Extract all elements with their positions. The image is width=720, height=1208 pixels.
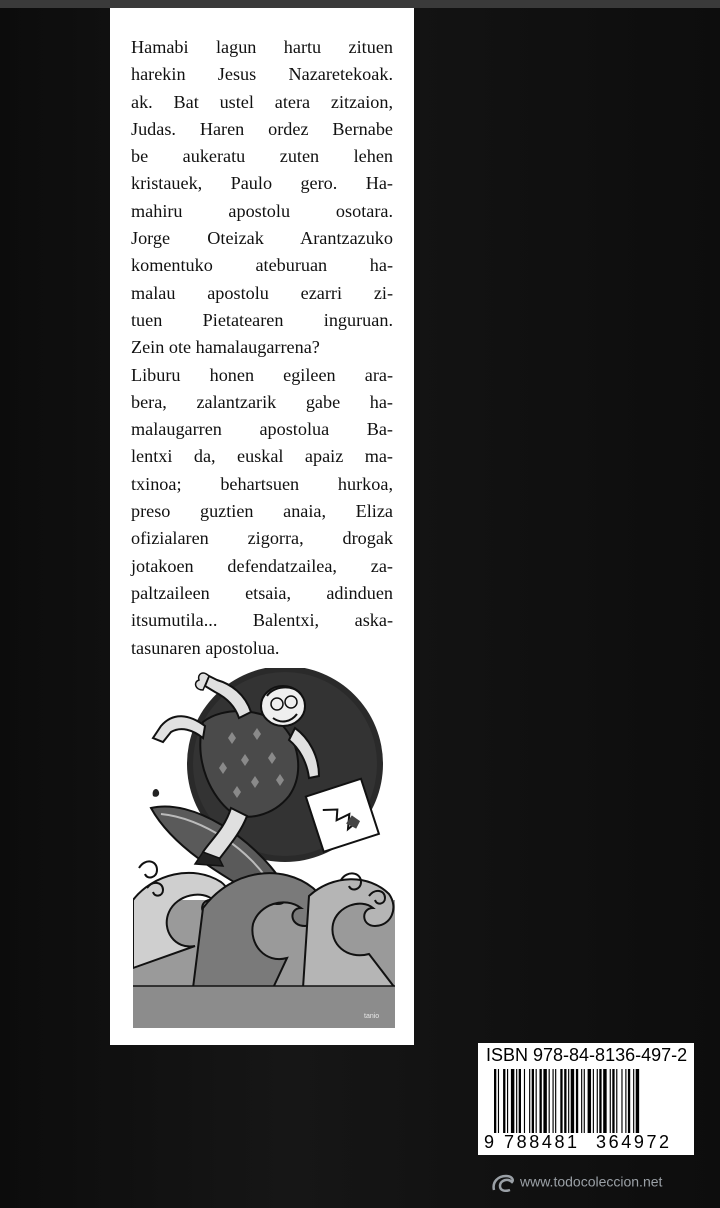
barcode-bar (597, 1069, 598, 1133)
barcode-bar (603, 1069, 606, 1133)
blurb-line: tuen Pietatearen inguruan. (131, 309, 393, 330)
blurb-line: paltzaileen etsaia, adinduen (131, 582, 393, 603)
barcode-bar (498, 1069, 499, 1133)
barcode-bar (593, 1069, 594, 1133)
blurb-line: malaugarren apostolua Ba- (131, 419, 393, 440)
barcode-bar (625, 1069, 626, 1133)
illustrator-signature: tanio (364, 1013, 380, 1020)
blurb-line: be aukeratu zuten lehen (131, 146, 393, 167)
barcode-bar (529, 1069, 530, 1133)
barcode-bar (494, 1069, 496, 1133)
barcode-bar (633, 1069, 634, 1133)
blurb-line: mahiru apostolu osotara. (131, 200, 393, 221)
barcode-bar (564, 1069, 566, 1133)
top-edge (0, 0, 720, 8)
barcode-bar (581, 1069, 582, 1133)
barcode-bar (610, 1069, 611, 1133)
barcode-bar (621, 1069, 622, 1133)
isbn-label: ISBN 978-84-8136-497-2 (486, 1045, 688, 1065)
blurb-line: Zein ote hamalaugarrena? (131, 337, 320, 358)
blurb-line: Jorge Oteizak Arantzazuko (131, 228, 393, 249)
blurb-line: tasunaren apostolua. (131, 637, 280, 658)
barcode-bar (576, 1069, 578, 1133)
barcode-bar (555, 1069, 556, 1133)
barcode (494, 1069, 684, 1133)
blurb-line: lentxi da, euskal apaiz ma- (131, 446, 393, 467)
barcode-bar (616, 1069, 617, 1133)
barcode-bar (524, 1069, 525, 1133)
barcode-bar (568, 1069, 569, 1133)
blurb-line: txinoa; behartsuen hurkoa, (131, 473, 393, 494)
barcode-bar (549, 1069, 550, 1133)
blurb-line: malau apostolu ezarri zi- (131, 282, 393, 303)
barcode-bar (511, 1069, 514, 1133)
barcode-bar (599, 1069, 601, 1133)
barcode-bar (519, 1069, 521, 1133)
todocoleccion-logo-icon (490, 1172, 516, 1194)
barcode-bar (503, 1069, 505, 1133)
blurb-line: Judas. Haren ordez Bernabe (131, 118, 393, 139)
barcode-bar (532, 1069, 534, 1133)
barcode-bar (571, 1069, 574, 1133)
blurb-text (131, 34, 393, 662)
blurb-line: kristauek, Paulo gero. Ha- (131, 173, 393, 194)
barcode-bar (543, 1069, 546, 1133)
blurb-line: preso guztien anaia, Eliza (131, 501, 393, 522)
watermark-text: www.todocoleccion.net (520, 1173, 663, 1190)
barcode-bar (560, 1069, 562, 1133)
blurb-line: komentuko ateburuan ha- (131, 255, 393, 276)
blurb-line: harekin Jesus Nazaretekoak. (131, 64, 393, 85)
barcode-bar (507, 1069, 508, 1133)
blurb-line: Hamabi lagun hartu zituen (131, 37, 393, 57)
surfing-priest-illustration (133, 668, 395, 1028)
blurb-line: jotakoen defendatzailea, za- (131, 555, 393, 576)
barcode-bar (588, 1069, 591, 1133)
barcode-bar (584, 1069, 585, 1133)
blurb-line: bera, zalantzarik gabe ha- (131, 391, 393, 412)
barcode-digit-right: 364972 (596, 1132, 672, 1152)
barcode-bar (612, 1069, 614, 1133)
watermark (490, 1172, 662, 1194)
barcode-bar (540, 1069, 542, 1133)
barcode-digit-left: 788481 (504, 1132, 580, 1152)
barcode-bar (628, 1069, 630, 1133)
blurb-line: ofizialaren zigorra, drogak (131, 528, 393, 549)
blurb-line: Liburu honen egileen ara- (131, 364, 393, 385)
blurb-line: itsumutila... Balentxi, aska- (131, 610, 393, 631)
barcode-bar (636, 1069, 639, 1133)
barcode-bar (516, 1069, 517, 1133)
barcode-digit-prefix: 9 (484, 1132, 495, 1152)
barcode-bar (536, 1069, 537, 1133)
barcode-bar (553, 1069, 554, 1133)
blurb-line: ak. Bat ustel atera zitzaion, (131, 91, 393, 112)
